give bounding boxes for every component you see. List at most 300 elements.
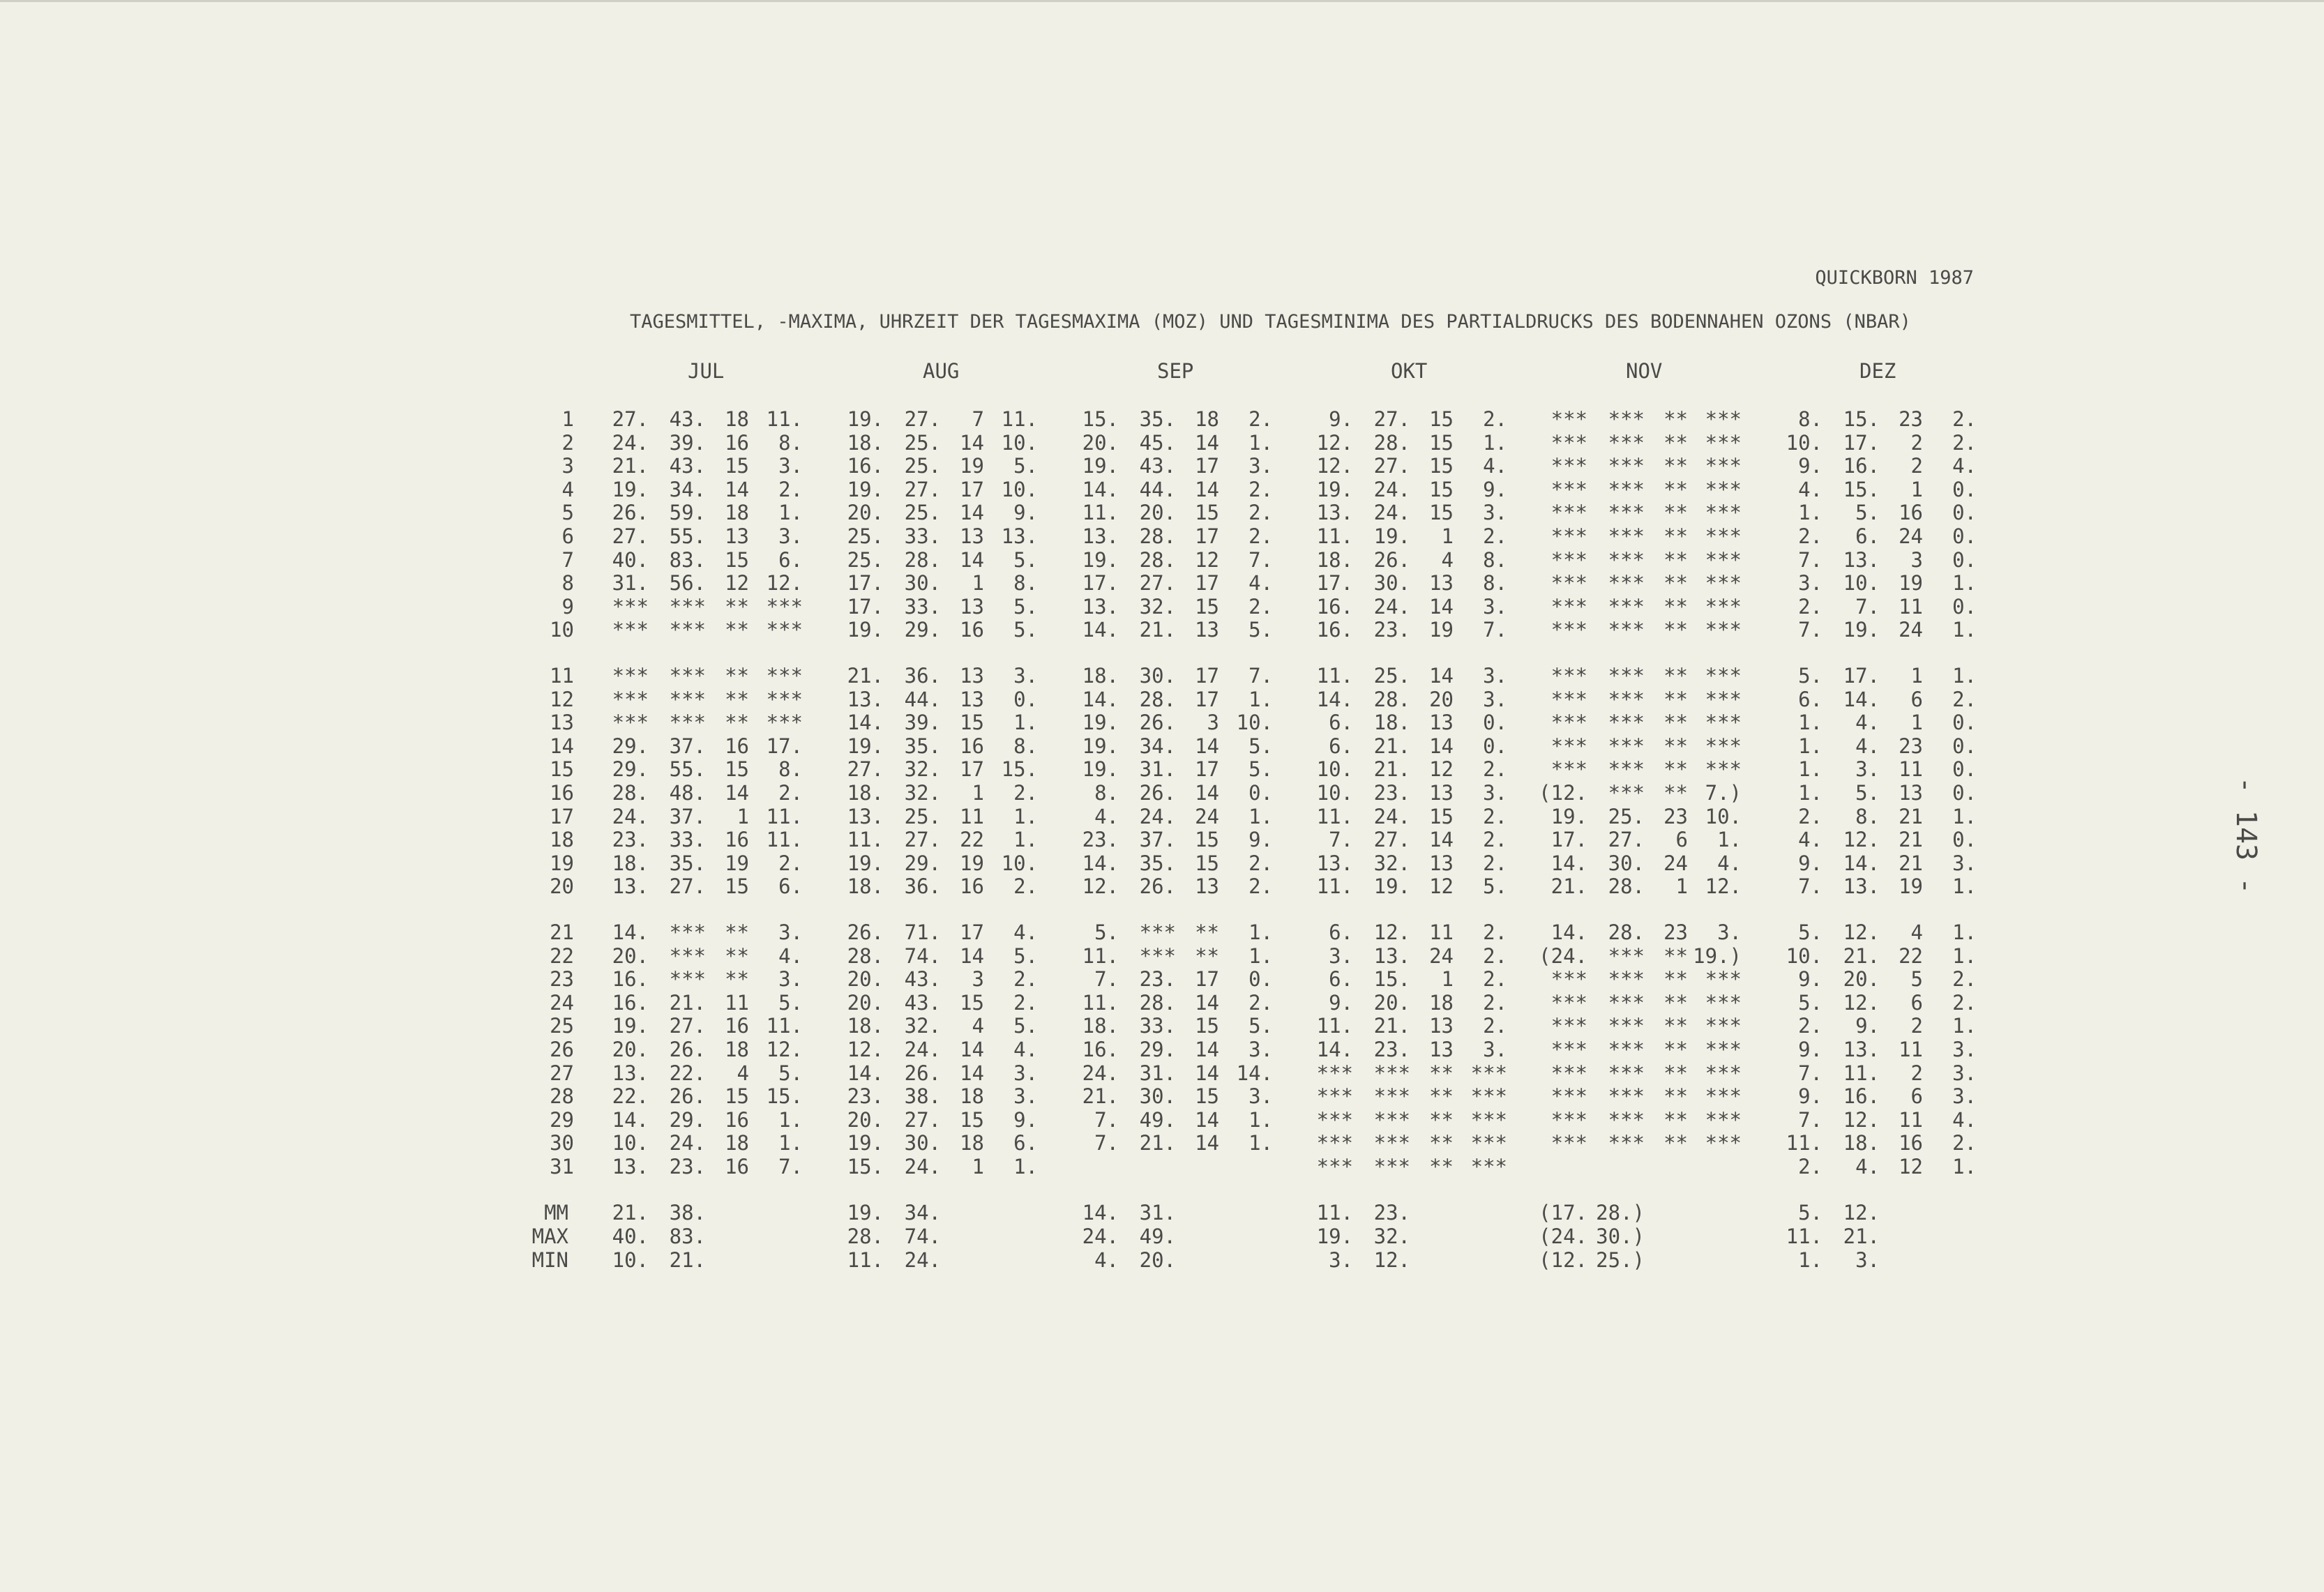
table-row [0, 524, 2324, 548]
daily-min-value: *** [1705, 1108, 1742, 1132]
max-hour-value: 22 [1899, 944, 1923, 968]
daily-mean-value: *** [1550, 991, 1587, 1015]
daily-mean-value: 21. [1550, 874, 1587, 898]
daily-max-value: 27. [669, 1014, 706, 1038]
daily-max-value: 32. [1139, 595, 1176, 619]
daily-min-value: 1. [1952, 664, 1977, 688]
daily-min-value: 0. [1952, 524, 1977, 548]
daily-max-value: 18. [1373, 711, 1410, 734]
max-hour-value: 4 [1441, 548, 1454, 572]
summary-max-value: 25.) [1596, 1248, 1645, 1272]
max-hour-value: 19 [1429, 618, 1454, 642]
summary-max-value: 38. [669, 1201, 706, 1225]
daily-min-value: 1. [1483, 431, 1507, 455]
max-hour-value: ** [1663, 711, 1688, 734]
station-year-header: QUICKBORN 1987 [1815, 267, 1974, 289]
daily-min-value: *** [1705, 1061, 1742, 1085]
daily-max-value: 48. [669, 781, 706, 805]
summary-mean-value: 24. [1082, 1225, 1119, 1248]
daily-mean-value: 18. [1082, 664, 1119, 688]
day-number: 3 [561, 454, 574, 478]
summary-max-value: 21. [669, 1248, 706, 1272]
table-row [0, 1038, 2324, 1061]
daily-mean-value: 10. [1786, 944, 1823, 968]
daily-max-value: 20. [1139, 501, 1176, 524]
daily-min-value: 2. [1483, 805, 1507, 828]
max-hour-value: 21 [1899, 851, 1923, 875]
max-hour-value: 15 [725, 454, 749, 478]
max-hour-value: 19 [1899, 874, 1923, 898]
max-hour-value: 11 [1429, 920, 1454, 944]
daily-mean-value: *** [1550, 524, 1587, 548]
daily-mean-value: 28. [847, 944, 884, 968]
daily-max-value: *** [669, 711, 706, 734]
max-hour-value: 16 [1899, 501, 1923, 524]
daily-mean-value: 17. [847, 595, 884, 619]
daily-min-value: 8. [778, 431, 803, 455]
max-hour-value: 15 [960, 991, 984, 1015]
max-hour-value: ** [1663, 548, 1688, 572]
daily-min-value: 9. [1248, 828, 1273, 851]
daily-mean-value: 3. [1329, 944, 1353, 968]
daily-mean-value: 7. [1798, 618, 1823, 642]
daily-mean-value: 18. [847, 874, 884, 898]
daily-max-value: 74. [904, 944, 941, 968]
daily-mean-value: 40. [612, 548, 649, 572]
max-hour-value: 15 [1195, 1084, 1219, 1108]
max-hour-value: 14 [960, 944, 984, 968]
daily-max-value: 14. [1843, 851, 1880, 875]
daily-max-value: *** [1608, 618, 1645, 642]
daily-mean-value: 8. [1798, 407, 1823, 431]
max-hour-value: ** [1663, 1061, 1688, 1085]
daily-max-value: 56. [669, 571, 706, 595]
max-hour-value: 14 [960, 548, 984, 572]
daily-mean-value: 11. [1082, 991, 1119, 1015]
day-number: 23 [550, 967, 574, 991]
daily-max-value: 5. [1855, 501, 1880, 524]
daily-mean-value: 16. [1316, 595, 1353, 619]
daily-max-value: 32. [904, 757, 941, 781]
daily-min-value: *** [1705, 967, 1742, 991]
daily-max-value: 26. [904, 1061, 941, 1085]
month-header-okt: OKT [1391, 359, 1428, 383]
daily-min-value: 2. [1483, 944, 1507, 968]
daily-mean-value: *** [1550, 1061, 1587, 1085]
daily-min-value: 1. [1248, 1108, 1273, 1132]
daily-mean-value: 11. [1082, 501, 1119, 524]
max-hour-value: 15 [960, 711, 984, 734]
table-row [0, 734, 2324, 758]
daily-min-value: 2. [1013, 781, 1038, 805]
daily-mean-value: 15. [1082, 407, 1119, 431]
daily-min-value: 2. [1483, 407, 1507, 431]
daily-min-value: 2. [1248, 851, 1273, 875]
daily-max-value: *** [1608, 1084, 1645, 1108]
daily-mean-value: 13. [612, 874, 649, 898]
max-hour-value: ** [1663, 595, 1688, 619]
daily-mean-value: 19. [847, 734, 884, 758]
daily-min-value: *** [1705, 407, 1742, 431]
daily-min-value: 7. [1483, 618, 1507, 642]
daily-min-value: 12. [1705, 874, 1742, 898]
daily-min-value: 2. [1483, 524, 1507, 548]
daily-min-value: 2. [1483, 1014, 1507, 1038]
day-number: 22 [550, 944, 574, 968]
daily-max-value: 37. [669, 805, 706, 828]
table-row [0, 431, 2324, 455]
daily-min-value: 3. [1248, 1038, 1273, 1061]
daily-min-value: 2. [778, 851, 803, 875]
daily-min-value: *** [1705, 524, 1742, 548]
daily-mean-value: 18. [847, 781, 884, 805]
daily-max-value: 3. [1855, 757, 1880, 781]
daily-mean-value: 23. [847, 1084, 884, 1108]
max-hour-value: 16 [960, 618, 984, 642]
daily-min-value: 8. [1013, 734, 1038, 758]
daily-mean-value: 21. [847, 664, 884, 688]
daily-mean-value: 11. [1316, 1014, 1353, 1038]
daily-min-value: 3. [1483, 688, 1507, 711]
daily-mean-value: 1. [1798, 757, 1823, 781]
daily-max-value: *** [669, 688, 706, 711]
daily-mean-value: *** [1550, 734, 1587, 758]
daily-mean-value: 13. [612, 1061, 649, 1085]
daily-mean-value: *** [612, 711, 649, 734]
daily-min-value: 2. [1952, 407, 1977, 431]
daily-mean-value: 11. [1316, 524, 1353, 548]
daily-max-value: 19. [1373, 524, 1410, 548]
max-hour-value: ** [1663, 1038, 1688, 1061]
daily-mean-value: 25. [847, 548, 884, 572]
max-hour-value: 1 [972, 571, 984, 595]
daily-max-value: 23. [1373, 1038, 1410, 1061]
summary-label: MAX [531, 1225, 568, 1248]
max-hour-value: 13 [1429, 781, 1454, 805]
table-row [0, 1061, 2324, 1085]
daily-mean-value: 19. [1082, 548, 1119, 572]
max-hour-value: ** [1663, 688, 1688, 711]
daily-max-value: 19. [1373, 874, 1410, 898]
daily-mean-value: *** [612, 618, 649, 642]
daily-min-value: 5. [1013, 548, 1038, 572]
daily-mean-value: 14. [1550, 851, 1587, 875]
daily-max-value: 15. [1843, 478, 1880, 501]
daily-max-value: 14. [1843, 688, 1880, 711]
max-hour-value: 18 [725, 1131, 749, 1155]
max-hour-value: 6 [1910, 991, 1923, 1015]
daily-max-value: 17. [1843, 431, 1880, 455]
max-hour-value: 1 [737, 805, 749, 828]
daily-min-value: 2. [1248, 501, 1273, 524]
daily-max-value: 4. [1855, 734, 1880, 758]
daily-min-value: 2. [1013, 967, 1038, 991]
daily-mean-value: 5. [1798, 664, 1823, 688]
max-hour-value: 1 [1441, 967, 1454, 991]
daily-min-value: 3. [1248, 454, 1273, 478]
summary-mean-value: 19. [1316, 1225, 1353, 1248]
daily-min-value: 6. [1013, 1131, 1038, 1155]
daily-max-value: *** [1608, 1014, 1645, 1038]
daily-mean-value: 14. [1316, 688, 1353, 711]
daily-min-value: 19.) [1693, 944, 1742, 968]
summary-max-value: 24. [904, 1248, 941, 1272]
daily-max-value: 21. [1843, 944, 1880, 968]
daily-max-value: 11. [1843, 1061, 1880, 1085]
daily-max-value: 29. [904, 851, 941, 875]
daily-min-value: 0. [1483, 734, 1507, 758]
daily-min-value: 3. [1013, 1061, 1038, 1085]
max-hour-value: 14 [1195, 478, 1219, 501]
daily-mean-value: 9. [1798, 454, 1823, 478]
daily-mean-value: 4. [1094, 805, 1119, 828]
daily-min-value: 3. [1717, 920, 1742, 944]
daily-max-value: *** [1608, 711, 1645, 734]
max-hour-value: ** [725, 595, 749, 619]
daily-max-value: 27. [669, 874, 706, 898]
table-row [0, 1084, 2324, 1108]
day-number: 21 [550, 920, 574, 944]
day-number: 1 [561, 407, 574, 431]
daily-max-value: 12. [1843, 920, 1880, 944]
daily-max-value: *** [1608, 991, 1645, 1015]
max-hour-value: ** [725, 967, 749, 991]
max-hour-value: 2 [1910, 454, 1923, 478]
daily-mean-value: 19. [847, 407, 884, 431]
daily-min-value: *** [1470, 1108, 1507, 1132]
table-row [0, 805, 2324, 828]
max-hour-value: 6 [1910, 1084, 1923, 1108]
daily-min-value: 2. [1248, 874, 1273, 898]
daily-min-value: 3. [1483, 781, 1507, 805]
summary-max-value: 83. [669, 1225, 706, 1248]
max-hour-value: 2 [1910, 1061, 1923, 1085]
max-hour-value: 18 [960, 1084, 984, 1108]
max-hour-value: 16 [960, 874, 984, 898]
daily-max-value: *** [1608, 407, 1645, 431]
daily-max-value: 39. [669, 431, 706, 455]
daily-max-value: 55. [669, 524, 706, 548]
daily-max-value: 35. [904, 734, 941, 758]
summary-mean-value: 21. [612, 1201, 649, 1225]
daily-max-value: 15. [1373, 967, 1410, 991]
max-hour-value: ** [1663, 1014, 1688, 1038]
daily-min-value: 2. [778, 478, 803, 501]
daily-mean-value: 7. [1798, 548, 1823, 572]
daily-min-value: 10. [1705, 805, 1742, 828]
max-hour-value: ** [1195, 920, 1219, 944]
max-hour-value: 24 [1195, 805, 1219, 828]
daily-max-value: *** [1373, 1108, 1410, 1132]
daily-min-value: 13. [1001, 524, 1038, 548]
daily-max-value: 21. [669, 991, 706, 1015]
daily-min-value: 5. [1013, 595, 1038, 619]
daily-max-value: 15. [1843, 407, 1880, 431]
daily-mean-value: 18. [1082, 1014, 1119, 1038]
daily-min-value: 4. [778, 944, 803, 968]
daily-max-value: *** [1608, 431, 1645, 455]
daily-max-value: 24. [1139, 805, 1176, 828]
daily-mean-value: 9. [1798, 967, 1823, 991]
daily-min-value: *** [766, 618, 803, 642]
max-hour-value: 12 [725, 571, 749, 595]
table-row [0, 711, 2324, 734]
daily-max-value: 24. [1373, 595, 1410, 619]
daily-max-value: 34. [1139, 734, 1176, 758]
daily-mean-value: *** [1550, 478, 1587, 501]
max-hour-value: 13 [960, 688, 984, 711]
daily-min-value: 1. [1952, 805, 1977, 828]
daily-max-value: *** [669, 944, 706, 968]
max-hour-value: 15 [1195, 595, 1219, 619]
max-hour-value: 4 [972, 1014, 984, 1038]
max-hour-value: 1 [1910, 664, 1923, 688]
daily-mean-value: *** [1316, 1108, 1353, 1132]
daily-min-value: 1. [1013, 805, 1038, 828]
summary-label: MIN [531, 1248, 568, 1272]
daily-max-value: 21. [1373, 1014, 1410, 1038]
daily-mean-value: (24. [1539, 944, 1587, 968]
max-hour-value: 23 [1663, 805, 1688, 828]
daily-max-value: *** [669, 664, 706, 688]
day-number: 11 [550, 664, 574, 688]
table-row [0, 454, 2324, 478]
daily-mean-value: 7. [1094, 1131, 1119, 1155]
daily-max-value: 31. [1139, 1061, 1176, 1085]
max-hour-value: 17 [1195, 967, 1219, 991]
daily-min-value: 0. [1952, 595, 1977, 619]
daily-mean-value: 14. [1550, 920, 1587, 944]
max-hour-value: 20 [1429, 688, 1454, 711]
daily-min-value: 0. [1952, 501, 1977, 524]
daily-min-value: 5. [1013, 1014, 1038, 1038]
daily-min-value: 1. [1717, 828, 1742, 851]
daily-max-value: 30. [1373, 571, 1410, 595]
daily-mean-value: 21. [612, 454, 649, 478]
daily-mean-value: 10. [1316, 757, 1353, 781]
daily-max-value: *** [669, 595, 706, 619]
daily-mean-value: 6. [1798, 688, 1823, 711]
daily-min-value: 12. [766, 1038, 803, 1061]
max-hour-value: 11 [725, 991, 749, 1015]
daily-max-value: 6. [1855, 524, 1880, 548]
max-hour-value: ** [1663, 967, 1688, 991]
max-hour-value: ** [1663, 781, 1688, 805]
daily-min-value: 2. [1952, 991, 1977, 1015]
daily-mean-value: 9. [1329, 991, 1353, 1015]
daily-mean-value: 4. [1798, 828, 1823, 851]
daily-mean-value: 14. [847, 711, 884, 734]
daily-mean-value: 14. [1082, 618, 1119, 642]
daily-mean-value: 19. [847, 851, 884, 875]
daily-mean-value: 26. [612, 501, 649, 524]
daily-mean-value: 15. [847, 1155, 884, 1178]
daily-max-value: 18. [1843, 1131, 1880, 1155]
daily-mean-value: 17. [847, 571, 884, 595]
daily-min-value: 1. [1013, 828, 1038, 851]
max-hour-value: ** [1663, 501, 1688, 524]
max-hour-value: 11 [1899, 595, 1923, 619]
daily-mean-value: 7. [1094, 1108, 1119, 1132]
daily-max-value: 13. [1373, 944, 1410, 968]
summary-mean-value: (17. [1539, 1201, 1587, 1225]
max-hour-value: 21 [1899, 805, 1923, 828]
max-hour-value: ** [1663, 618, 1688, 642]
summary-max-value: 28.) [1596, 1201, 1645, 1225]
daily-min-value: 17. [766, 734, 803, 758]
daily-min-value: *** [1705, 734, 1742, 758]
max-hour-value: 14 [1195, 1131, 1219, 1155]
max-hour-value: 12 [1429, 874, 1454, 898]
daily-min-value: *** [1705, 431, 1742, 455]
summary-mean-value: 1. [1798, 1248, 1823, 1272]
max-hour-value: 1 [972, 781, 984, 805]
daily-max-value: 25. [1608, 805, 1645, 828]
daily-max-value: 9. [1855, 1014, 1880, 1038]
max-hour-value: 17 [960, 757, 984, 781]
table-row [0, 478, 2324, 501]
daily-mean-value: 31. [612, 571, 649, 595]
daily-mean-value: 4. [1798, 478, 1823, 501]
max-hour-value: ** [1663, 757, 1688, 781]
daily-max-value: 21. [1139, 1131, 1176, 1155]
daily-mean-value: *** [1550, 407, 1587, 431]
max-hour-value: 14 [960, 501, 984, 524]
daily-max-value: *** [1608, 781, 1645, 805]
max-hour-value: 15 [725, 874, 749, 898]
daily-max-value: *** [1608, 548, 1645, 572]
daily-mean-value: 19. [1550, 805, 1587, 828]
max-hour-value: 19 [1899, 571, 1923, 595]
daily-mean-value: 7. [1329, 828, 1353, 851]
max-hour-value: 17 [1195, 688, 1219, 711]
daily-min-value: 2. [1013, 874, 1038, 898]
daily-min-value: 1. [778, 1131, 803, 1155]
daily-mean-value: 16. [612, 991, 649, 1015]
daily-min-value: 1. [1952, 920, 1977, 944]
max-hour-value: 7 [972, 407, 984, 431]
daily-mean-value: 14. [847, 1061, 884, 1085]
daily-max-value: 27. [1139, 571, 1176, 595]
daily-min-value: *** [1705, 501, 1742, 524]
daily-min-value: *** [766, 688, 803, 711]
max-hour-value: 15 [1195, 501, 1219, 524]
max-hour-value: 13 [725, 524, 749, 548]
daily-max-value: 28. [1373, 688, 1410, 711]
daily-min-value: 8. [778, 757, 803, 781]
max-hour-value: ** [725, 920, 749, 944]
daily-mean-value: 7. [1798, 874, 1823, 898]
daily-mean-value: 18. [847, 431, 884, 455]
daily-max-value: *** [1139, 944, 1176, 968]
daily-min-value: 4. [1717, 851, 1742, 875]
max-hour-value: 24 [1899, 618, 1923, 642]
daily-min-value: *** [766, 711, 803, 734]
daily-min-value: 4. [1952, 1108, 1977, 1132]
daily-mean-value: 20. [612, 944, 649, 968]
daily-max-value: 13. [1843, 1038, 1880, 1061]
max-hour-value: 18 [725, 407, 749, 431]
daily-min-value: *** [1705, 991, 1742, 1015]
daily-mean-value: 13. [847, 805, 884, 828]
day-number: 5 [561, 501, 574, 524]
max-hour-value: 11 [1899, 1108, 1923, 1132]
daily-mean-value: *** [1550, 431, 1587, 455]
max-hour-value: 14 [1195, 991, 1219, 1015]
daily-min-value: 1. [1248, 805, 1273, 828]
max-hour-value: 14 [1429, 595, 1454, 619]
summary-row [0, 1248, 2324, 1272]
